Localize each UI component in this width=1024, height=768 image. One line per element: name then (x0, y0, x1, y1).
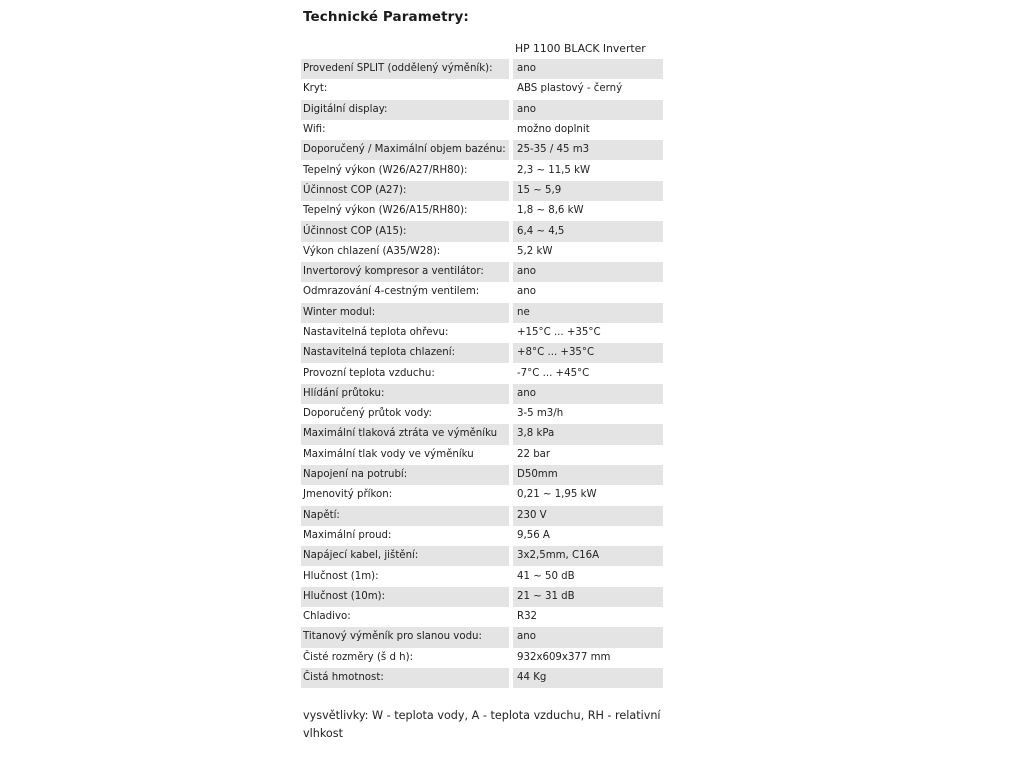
parameter-label: Winter modul: (301, 303, 513, 323)
parameter-value: ano (513, 627, 663, 647)
parameter-label: Účinnost COP (A15): (301, 221, 513, 241)
table-row (301, 485, 663, 505)
parameter-label: Čisté rozměry (š d h): (301, 648, 513, 668)
parameter-label: Napojení na potrubí: (301, 465, 513, 485)
parameter-value: ano (513, 384, 663, 404)
table-row (301, 79, 663, 99)
header-label-cell (301, 38, 513, 59)
parameter-label: Digitální display: (301, 100, 513, 120)
parameter-value: 230 V (513, 506, 663, 526)
table-row (301, 506, 663, 526)
parameter-value: 2,3 ~ 11,5 kW (513, 160, 663, 180)
table-row (301, 546, 663, 566)
table-row (301, 303, 663, 323)
parameter-label: Maximální proud: (301, 526, 513, 546)
parameter-value: 25-35 / 45 m3 (513, 140, 663, 160)
section-title: Technické Parametry: (303, 9, 469, 25)
parameter-label: Nastavitelná teplota chlazení: (301, 343, 513, 363)
parameter-label: Tepelný výkon (W26/A15/RH80): (301, 201, 513, 221)
parameter-label: Provozní teplota vzduchu: (301, 363, 513, 383)
header-model-cell: HP 1100 BLACK Inverter (513, 38, 663, 59)
table-row (301, 140, 663, 160)
parameter-value: 6,4 ~ 4,5 (513, 221, 663, 241)
parameter-value: -7°C ... +45°C (513, 363, 663, 383)
table-row (301, 465, 663, 485)
parameter-label: Nastavitelná teplota ohřevu: (301, 323, 513, 343)
parameter-label: Hlučnost (1m): (301, 566, 513, 586)
parameter-value: ano (513, 262, 663, 282)
parameter-label: Hlídání průtoku: (301, 384, 513, 404)
parameter-value: 0,21 ~ 1,95 kW (513, 485, 663, 505)
table-row (301, 445, 663, 465)
parameter-label: Tepelný výkon (W26/A27/RH80): (301, 160, 513, 180)
parameter-label: Napájecí kabel, jištění: (301, 546, 513, 566)
parameter-value: 9,56 A (513, 526, 663, 546)
table-body (301, 59, 663, 688)
parameter-value: ano (513, 282, 663, 302)
parameter-label: Chladivo: (301, 607, 513, 627)
table-row (301, 384, 663, 404)
parameter-label: Doporučený / Maximální objem bazénu: (301, 140, 513, 160)
parameter-value: ne (513, 303, 663, 323)
parameter-value: 932x609x377 mm (513, 648, 663, 668)
technical-parameters-table (301, 38, 663, 688)
table-row (301, 221, 663, 241)
parameter-value: R32 (513, 607, 663, 627)
parameter-label: Kryt: (301, 79, 513, 99)
parameter-value: 22 bar (513, 445, 663, 465)
parameter-value: ABS plastový - černý (513, 79, 663, 99)
table-row (301, 181, 663, 201)
table-row (301, 160, 663, 180)
parameter-label: Účinnost COP (A27): (301, 181, 513, 201)
table-row (301, 100, 663, 120)
table-row (301, 242, 663, 262)
table-row (301, 59, 663, 79)
parameter-value: +8°C ... +35°C (513, 343, 663, 363)
table-row (301, 627, 663, 647)
parameter-label: Maximální tlak vody ve výměníku (301, 445, 513, 465)
parameter-value: možno doplnit (513, 120, 663, 140)
parameter-label: Jmenovitý příkon: (301, 485, 513, 505)
parameter-value: +15°C ... +35°C (513, 323, 663, 343)
table-row (301, 323, 663, 343)
table-header-row (301, 38, 663, 59)
parameter-label: Invertorový kompresor a ventilátor: (301, 262, 513, 282)
footnote-legend: vysvětlivky: W - teplota vody, A - teplota vzduchu, RH - relativní vlhkost (303, 709, 661, 740)
parameter-label: Hlučnost (10m): (301, 587, 513, 607)
table-row (301, 587, 663, 607)
parameter-label: Odmrazování 4-cestným ventilem: (301, 282, 513, 302)
parameter-value: D50mm (513, 465, 663, 485)
table-row (301, 404, 663, 424)
table-row (301, 648, 663, 668)
table-row (301, 201, 663, 221)
table-row (301, 607, 663, 627)
table-row (301, 424, 663, 444)
table-row (301, 120, 663, 140)
parameter-value: 41 ~ 50 dB (513, 566, 663, 586)
parameter-value: 3,8 kPa (513, 424, 663, 444)
parameter-label: Provedení SPLIT (oddělený výměník): (301, 59, 513, 79)
table-row (301, 262, 663, 282)
parameter-label: Wifi: (301, 120, 513, 140)
parameter-label: Doporučený průtok vody: (301, 404, 513, 424)
parameter-value: 21 ~ 31 dB (513, 587, 663, 607)
parameter-value: ano (513, 59, 663, 79)
parameter-value: 15 ~ 5,9 (513, 181, 663, 201)
table-row (301, 282, 663, 302)
parameter-value: 3x2,5mm, C16A (513, 546, 663, 566)
parameter-value: 5,2 kW (513, 242, 663, 262)
parameter-label: Maximální tlaková ztráta ve výměníku (301, 424, 513, 444)
table-row (301, 363, 663, 383)
parameter-value: 44 Kg (513, 668, 663, 688)
table-row (301, 343, 663, 363)
parameter-value: 1,8 ~ 8,6 kW (513, 201, 663, 221)
table-row (301, 668, 663, 688)
parameter-value: 3-5 m3/h (513, 404, 663, 424)
parameter-label: Čistá hmotnost: (301, 668, 513, 688)
table-row (301, 566, 663, 586)
parameter-label: Výkon chlazení (A35/W28): (301, 242, 513, 262)
table-row (301, 526, 663, 546)
parameter-label: Titanový výměník pro slanou vodu: (301, 627, 513, 647)
parameter-label: Napětí: (301, 506, 513, 526)
parameter-value: ano (513, 100, 663, 120)
